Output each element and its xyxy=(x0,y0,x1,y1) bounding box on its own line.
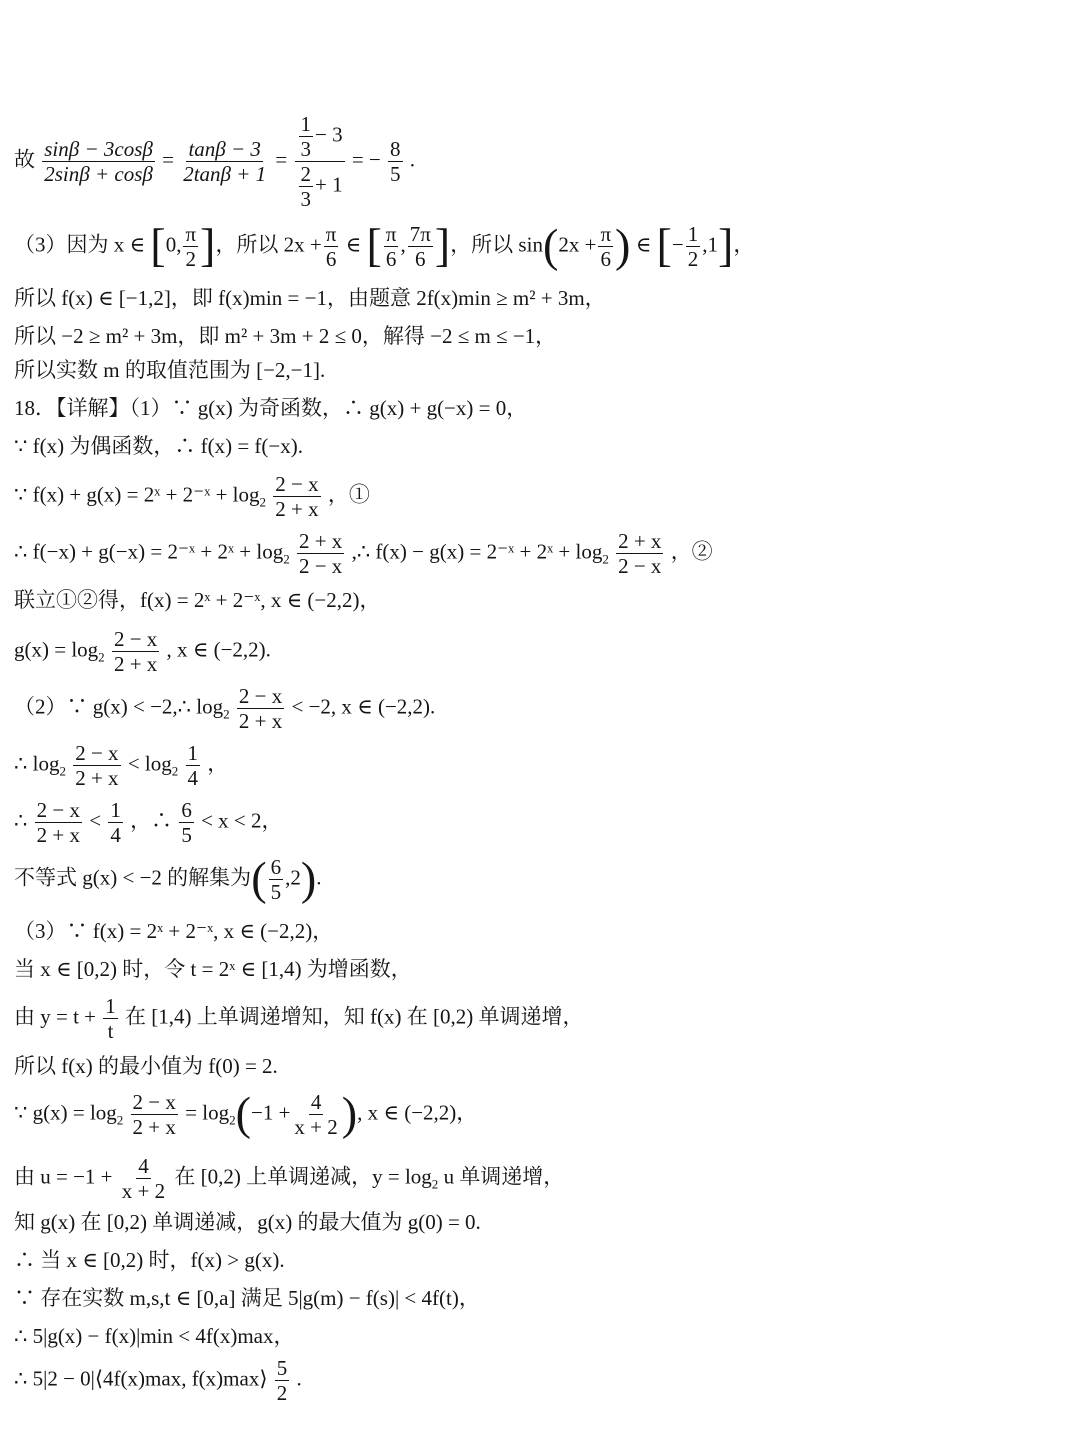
line-12: （2）∵ g(x) < −2,∴ $\log_2$ $\frac{2 - x}{2 + x}$ < −2, x ∈ (−2,2). xyxy=(14,684,436,734)
line-21: 由 u = −1 + $\frac{4}{x + 2}$ 在 [0,2) 上单调递减，$y = \log_2 u$ 单调递增， xyxy=(14,1154,565,1204)
line-1 xyxy=(14,112,415,212)
line-17: 当 x ∈ [0,2) 时，令 t = 2ˣ ∈ [1,4) 为增函数， xyxy=(14,957,412,981)
line-8: ∵ f(x) + g(x) = 2ˣ + 2⁻ˣ + $\log_2$ $\frac{2 - x}{2 + x}$ ，① xyxy=(14,472,370,522)
complex-fraction: $\frac{1}{3}$ − 3 $\frac{2}{3}$ + 1 xyxy=(295,112,345,212)
line-24: ∵ 存在实数 m,s,t ∈ [0,a] 满足 5|g(m) − f(s)| < 4f(t)， xyxy=(14,1286,480,1310)
fraction: $\frac{\tan\beta - 3}{2\tan\beta + 1}$ xyxy=(183,137,267,187)
text: 故 xyxy=(14,147,35,172)
fraction: $\frac{8}{5}$ xyxy=(390,137,401,187)
line-23: ∴ 当 x ∈ [0,2) 时，f(x) > g(x). xyxy=(14,1248,285,1272)
line-13: ∴ $\log_2$ $\frac{2 - x}{2 + x}$ < $\log_2$ $\frac{1}{4}$ ， xyxy=(14,741,229,791)
line-10: 联立①②得，f(x) = 2ˣ + 2⁻ˣ, x ∈ (−2,2)， xyxy=(14,588,381,612)
line-20: ∵ $g(x) = \log_2$ $\frac{2 - x}{2 + x}$ = $\log_2(-1$ + $\frac{4}{x + 2}$ ), x ∈ (−2,2)， xyxy=(14,1088,478,1140)
text: . xyxy=(409,147,416,172)
line-11: $g(x) = \log_2$ $\frac{2 - x}{2 + x}$ , x ∈ (−2,2). xyxy=(14,627,271,677)
line-9: ∴ f(−x) + g(−x) = 2⁻ˣ + 2ˣ + $\log_2$ $\frac{2 + x}{2 - x}$ ,∴ f(x) − g(x) = 2⁻ˣ + 2ˣ + $\log_2$ $\frac{2 + x}{2 - x}$ ，② xyxy=(14,529,713,579)
equals: = xyxy=(275,147,288,172)
line-2: （3）因为 x ∈ [0, $\frac{\pi}{2}$ ]，所以 2x + $\frac{\pi}{6}$ ∈ [ $\frac{\pi}{6}$ , $\frac{7\pi}{6}$ ]，所以 sin(2x + $\frac{\pi}{6}$ ) ∈ [− $\frac{1}{2}$ ,1]， xyxy=(14,220,755,272)
line-15: 不等式 g(x) < −2 的解集为( $\frac{6}{5}$ ,2). xyxy=(14,853,322,905)
line-4: 所以 −2 ≥ m² + 3m，即 m² + 3m + 2 ≤ 0，解得 −2 ≤ m ≤ −1， xyxy=(14,324,557,348)
line-3: 所以 f(x) ∈ [−1,2]，即 f(x)min = −1，由题意 2f(x)min ≥ m² + 3m， xyxy=(14,286,606,310)
line-18: 由 y = t + $\frac{1}{t}$ 在 [1,4) 上单调递增知，知 f(x) 在 [0,2) 单调递增， xyxy=(14,994,584,1044)
line-16: （3）∵ f(x) = 2ˣ + 2⁻ˣ, x ∈ (−2,2)， xyxy=(14,919,334,943)
line-19: 所以 f(x) 的最小值为 f(0) = 2. xyxy=(14,1054,278,1078)
equals: = xyxy=(162,147,174,172)
line-7: ∵ f(x) 为偶函数，∴ f(x) = f(−x). xyxy=(14,434,303,458)
line-6: 18．【详解】（1）∵ g(x) 为奇函数，∴ g(x) + g(−x) = 0， xyxy=(14,396,528,420)
text: （3）因为 x ∈ xyxy=(14,232,151,257)
line-5: 所以实数 m 的取值范围为 [−2,−1]. xyxy=(14,358,326,382)
line-22: 知 g(x) 在 [0,2) 单调递减，g(x) 的最大值为 g(0) = 0. xyxy=(14,1210,481,1234)
equals: = − xyxy=(351,147,381,172)
line-25: ∴ 5|g(x) − f(x)|min < 4f(x)max， xyxy=(14,1324,295,1348)
line-14: ∴ $\frac{2 - x}{2 + x}$ < $\frac{1}{4}$ ，∴ $\frac{6}{5}$ < x < 2， xyxy=(14,798,283,848)
fraction: $\frac{\sin\beta - 3\cos\beta}{2\sin\beta + \cos\beta}$ xyxy=(44,137,153,187)
line-26: ∴ 5|2 − 0|⟨4f(x)max, f(x)max⟩ $\frac{5}{2}$ . xyxy=(14,1356,302,1406)
